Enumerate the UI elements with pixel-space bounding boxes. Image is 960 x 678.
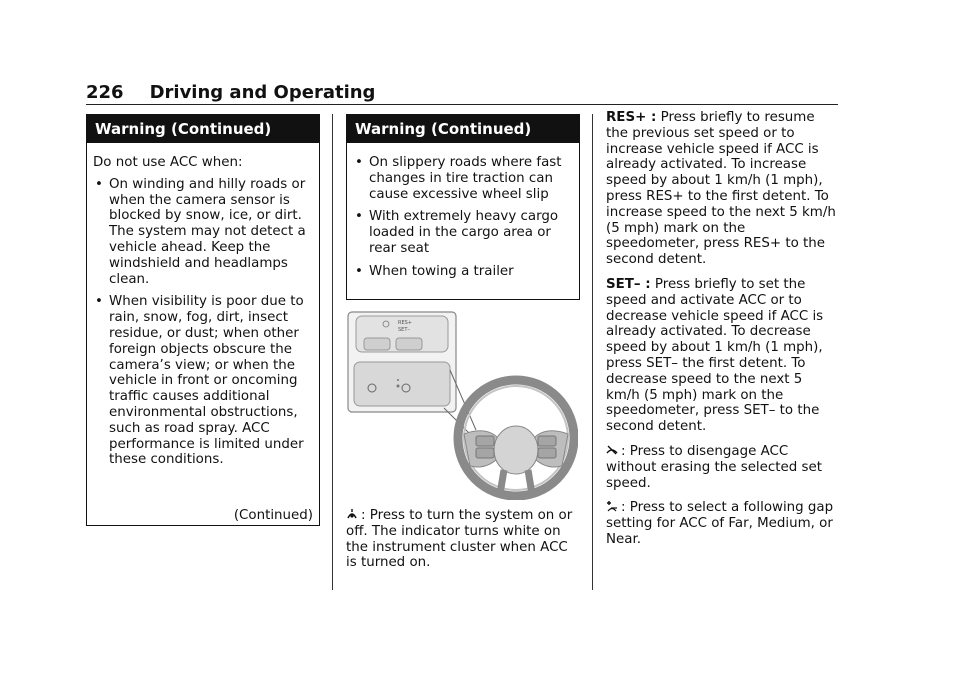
- warning-title: Warning (Continued): [347, 115, 579, 143]
- gap-setting-icon: [606, 500, 618, 512]
- cancel-paragraph: [606, 444, 840, 491]
- set-text: Press briefly to set the speed and activate ACC or to decrease vehicle speed if ACC is already activated. To decrease speed by about 1 km/h (1 mph), press SET– the first detent. To decrease speed to the next 5 km/h (5 mph) mark on the speedometer, press SET– to the second detent.: [606, 276, 824, 435]
- header-rule: [86, 104, 838, 105]
- set-term: SET– :: [606, 276, 651, 292]
- warning-intro: Do not use ACC when:: [93, 155, 243, 170]
- gap-paragraph: [606, 500, 840, 547]
- column-divider: [592, 114, 593, 590]
- acc-on-text: : Press to turn the system on or off. The indicator turns white on the instrument cluster when ACC is turned on.: [346, 508, 573, 571]
- res-text: Press briefly to resume the previous set speed or to increase vehicle speed if ACC is already activated. To increase speed by about 1 km/h (1 mph), press RES+ to the first detent. To increase speed to the next 5 km/h (5 mph) mark on the speedometer, press RES+ to the second detent.: [606, 110, 836, 268]
- column-divider: [332, 114, 333, 590]
- section-title: Driving and Operating: [149, 82, 376, 103]
- page-number: 226: [86, 82, 124, 103]
- warning-bullet: • When towing a trailer: [353, 264, 573, 280]
- warning-bullet: • With extremely heavy cargo loaded in the cargo area or rear seat: [353, 209, 573, 256]
- continued-label: (Continued): [233, 508, 313, 523]
- page-header: [86, 82, 838, 104]
- res-term: RES+ :: [606, 110, 657, 125]
- column-three: [606, 110, 840, 557]
- warning-bullet: • On slippery roads where fast changes in tire traction can cause excessive wheel slip: [353, 155, 573, 202]
- set-paragraph: [606, 277, 840, 435]
- steering-wheel-figure: [346, 310, 578, 500]
- warning-title: Warning (Continued): [87, 115, 319, 143]
- res-label: RES+: [398, 320, 412, 326]
- warning-bullet: • On winding and hilly roads or when the camera sensor is blocked by snow, ice, or dirt. The system may not detect a vehicle ahead. Keep the windshield and headlamps clean.: [93, 177, 313, 288]
- acc-on-icon: [346, 508, 358, 520]
- warning-box-left: [86, 114, 320, 526]
- warning-bullet: • When visibility is poor due to rain, snow, fog, dirt, insect residue, or dust; when other foreign objects obscure the camera’s view; or when the vehicle in front or oncoming traffic causes additional environmental obstructions, such as road spray. ACC performance is limited under these conditions.: [93, 294, 313, 468]
- steering-wheel-icon: [346, 310, 578, 500]
- cancel-text: : Press to disengage ACC without erasing the selected set speed.: [606, 443, 822, 491]
- warning-box-middle: [346, 114, 580, 300]
- acc-on-description: [346, 508, 578, 571]
- gap-text: : Press to select a following gap setting for ACC of Far, Medium, or Near.: [606, 500, 834, 547]
- res-paragraph: [606, 110, 840, 268]
- set-label: SET–: [398, 327, 410, 333]
- cancel-icon: [606, 444, 618, 456]
